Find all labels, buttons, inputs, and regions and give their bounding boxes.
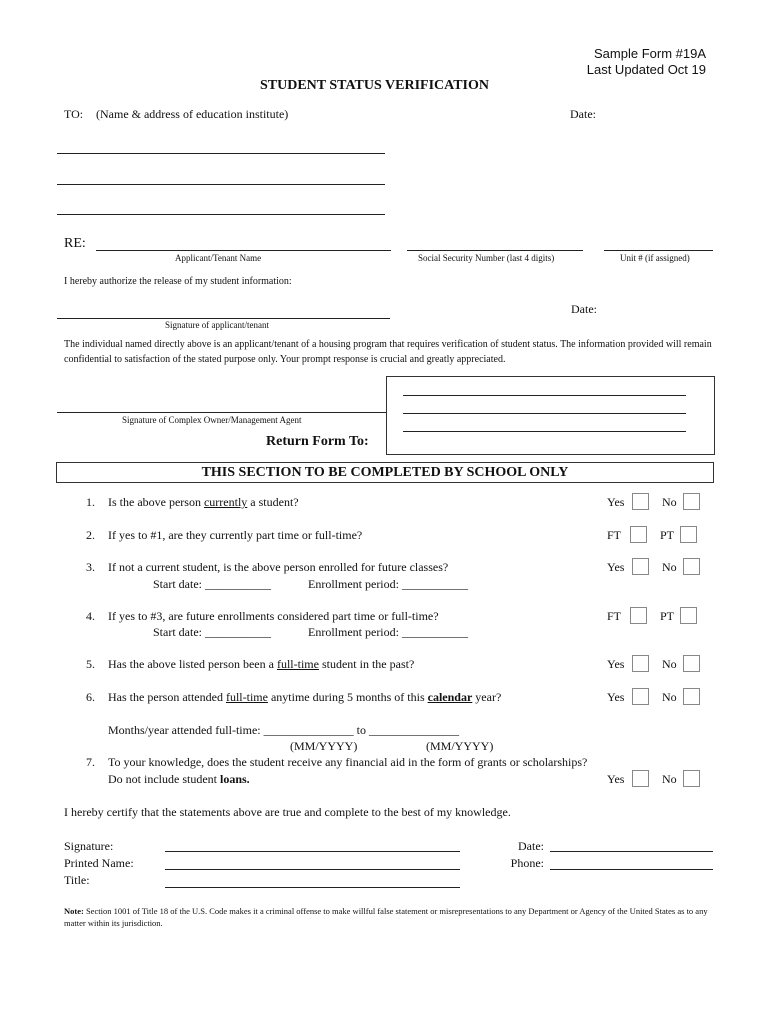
q1-number: 1.	[86, 495, 95, 509]
q2-ft-label: FT	[607, 528, 622, 542]
q5-no-label: No	[662, 657, 677, 671]
return-line-2[interactable]	[403, 413, 686, 414]
return-address-box[interactable]	[386, 376, 715, 455]
q4-text: If yes to #3, are future enrollments considered part time or full-time?	[108, 609, 439, 623]
q5-yes-checkbox[interactable]	[632, 655, 649, 672]
q4-start-date[interactable]: Start date: ___________	[153, 625, 271, 639]
q7-text: To your knowledge, does the student receive any financial aid in the form of grants or scholarships?	[108, 755, 588, 769]
q4-number: 4.	[86, 609, 95, 623]
mm-yyyy-from: (MM/YYYY)	[290, 739, 358, 753]
address-line-1[interactable]	[57, 153, 385, 154]
ssn-caption: Social Security Number (last 4 digits)	[418, 253, 555, 263]
certify-text: I hereby certify that the statements above are true and complete to the best of my knowledge.	[64, 805, 511, 819]
q4-ft-label: FT	[607, 609, 622, 623]
q1-yes-label: Yes	[607, 495, 625, 509]
q7-no-checkbox[interactable]	[683, 770, 700, 787]
q5-yes-label: Yes	[607, 657, 625, 671]
q4-ft-checkbox[interactable]	[630, 607, 647, 624]
page-title: STUDENT STATUS VERIFICATION	[260, 78, 489, 93]
q3-yes-label: Yes	[607, 560, 625, 574]
q6-text: Has the person attended full-time anytime during 5 months of this calendar year?	[108, 690, 502, 704]
q4-enrollment-period[interactable]: Enrollment period: ___________	[308, 625, 468, 639]
address-line-2[interactable]	[57, 184, 385, 185]
q2-number: 2.	[86, 528, 95, 542]
title-label: Title:	[64, 873, 90, 887]
school-section-heading-box	[56, 462, 714, 483]
q7-number: 7.	[86, 755, 95, 769]
q1-yes-checkbox[interactable]	[632, 493, 649, 510]
note-label: Note:	[64, 906, 84, 916]
q5-text: Has the above listed person been a full-time student in the past?	[108, 657, 415, 671]
q6-number: 6.	[86, 690, 95, 704]
q2-pt-checkbox[interactable]	[680, 526, 697, 543]
q3-text: If not a current student, is the above person enrolled for future classes?	[108, 560, 449, 574]
q1-no-label: No	[662, 495, 677, 509]
q5-number: 5.	[86, 657, 95, 671]
q6-yes-checkbox[interactable]	[632, 688, 649, 705]
school-date-line[interactable]	[550, 851, 713, 852]
q7-subtext: Do not include student loans.	[108, 772, 250, 786]
agent-caption: Signature of Complex Owner/Management Agent	[122, 415, 302, 425]
q2-ft-checkbox[interactable]	[630, 526, 647, 543]
return-line-1[interactable]	[403, 395, 686, 396]
q3-no-label: No	[662, 560, 677, 574]
title-line[interactable]	[165, 887, 460, 888]
signature-label: Signature:	[64, 839, 114, 853]
q1-text: Is the above person currently a student?	[108, 495, 299, 509]
months-attended-line[interactable]: Months/year attended full-time: _______________ to _______________	[108, 723, 459, 737]
phone-line[interactable]	[550, 869, 713, 870]
q7-yes-label: Yes	[607, 772, 625, 786]
q1-no-checkbox[interactable]	[683, 493, 700, 510]
info-paragraph: The individual named directly above is an applicant/tenant of a housing program that requires verification of student status. The information provided will remain confidential to satisfaction of the stated purpose only. Your prompt response is crucial and greatly appreciated.	[64, 339, 712, 365]
ssn-line[interactable]	[407, 250, 583, 251]
unit-caption: Unit # (if assigned)	[620, 253, 690, 263]
applicant-signature-line[interactable]	[57, 318, 390, 319]
q6-yes-label: Yes	[607, 690, 625, 704]
phone-label: Phone:	[510, 856, 544, 870]
q7-yes-checkbox[interactable]	[632, 770, 649, 787]
return-label: Return Form To:	[266, 434, 369, 449]
q5-no-checkbox[interactable]	[683, 655, 700, 672]
printed-name-label: Printed Name:	[64, 856, 134, 870]
school-section-heading: THIS SECTION TO BE COMPLETED BY SCHOOL ONLY	[201, 465, 569, 480]
signature-caption: Signature of applicant/tenant	[165, 320, 269, 330]
authorize-text: I hereby authorize the release of my student information:	[64, 276, 292, 287]
return-line-3[interactable]	[403, 431, 686, 432]
auth-date-label: Date:	[571, 302, 597, 316]
mm-yyyy-to: (MM/YYYY)	[426, 739, 494, 753]
to-label: TO:	[64, 107, 84, 121]
school-signature-line[interactable]	[165, 851, 460, 852]
q6-no-checkbox[interactable]	[683, 688, 700, 705]
q3-number: 3.	[86, 560, 95, 574]
q3-enrollment-period[interactable]: Enrollment period: ___________	[308, 577, 468, 591]
address-line-3[interactable]	[57, 214, 385, 215]
last-updated: Last Updated Oct 19	[586, 62, 706, 77]
to-hint: (Name & address of education institute)	[96, 107, 289, 121]
q2-pt-label: PT	[660, 528, 675, 542]
q3-start-date[interactable]: Start date: ___________	[153, 577, 271, 591]
school-date-label: Date:	[518, 839, 544, 853]
agent-signature-line[interactable]	[57, 412, 387, 413]
date-label: Date:	[570, 107, 596, 121]
q3-yes-checkbox[interactable]	[632, 558, 649, 575]
form-number: Sample Form #19A	[594, 46, 706, 61]
q4-pt-label: PT	[660, 609, 675, 623]
q2-text: If yes to #1, are they currently part time or full-time?	[108, 528, 363, 542]
re-label: RE:	[64, 236, 86, 251]
q4-pt-checkbox[interactable]	[680, 607, 697, 624]
q6-no-label: No	[662, 690, 677, 704]
q3-no-checkbox[interactable]	[683, 558, 700, 575]
q7-no-label: No	[662, 772, 677, 786]
note-text: Section 1001 of Title 18 of the U.S. Code makes it a criminal offense to make willful false statement or misrepresentations to any Department or Agency of the United States as to any matter within its jurisdiction.	[64, 906, 708, 928]
printed-name-line[interactable]	[165, 869, 460, 870]
applicant-name-line[interactable]	[96, 250, 391, 251]
applicant-caption: Applicant/Tenant Name	[175, 253, 262, 263]
unit-line[interactable]	[604, 250, 713, 251]
legal-note	[64, 905, 714, 929]
